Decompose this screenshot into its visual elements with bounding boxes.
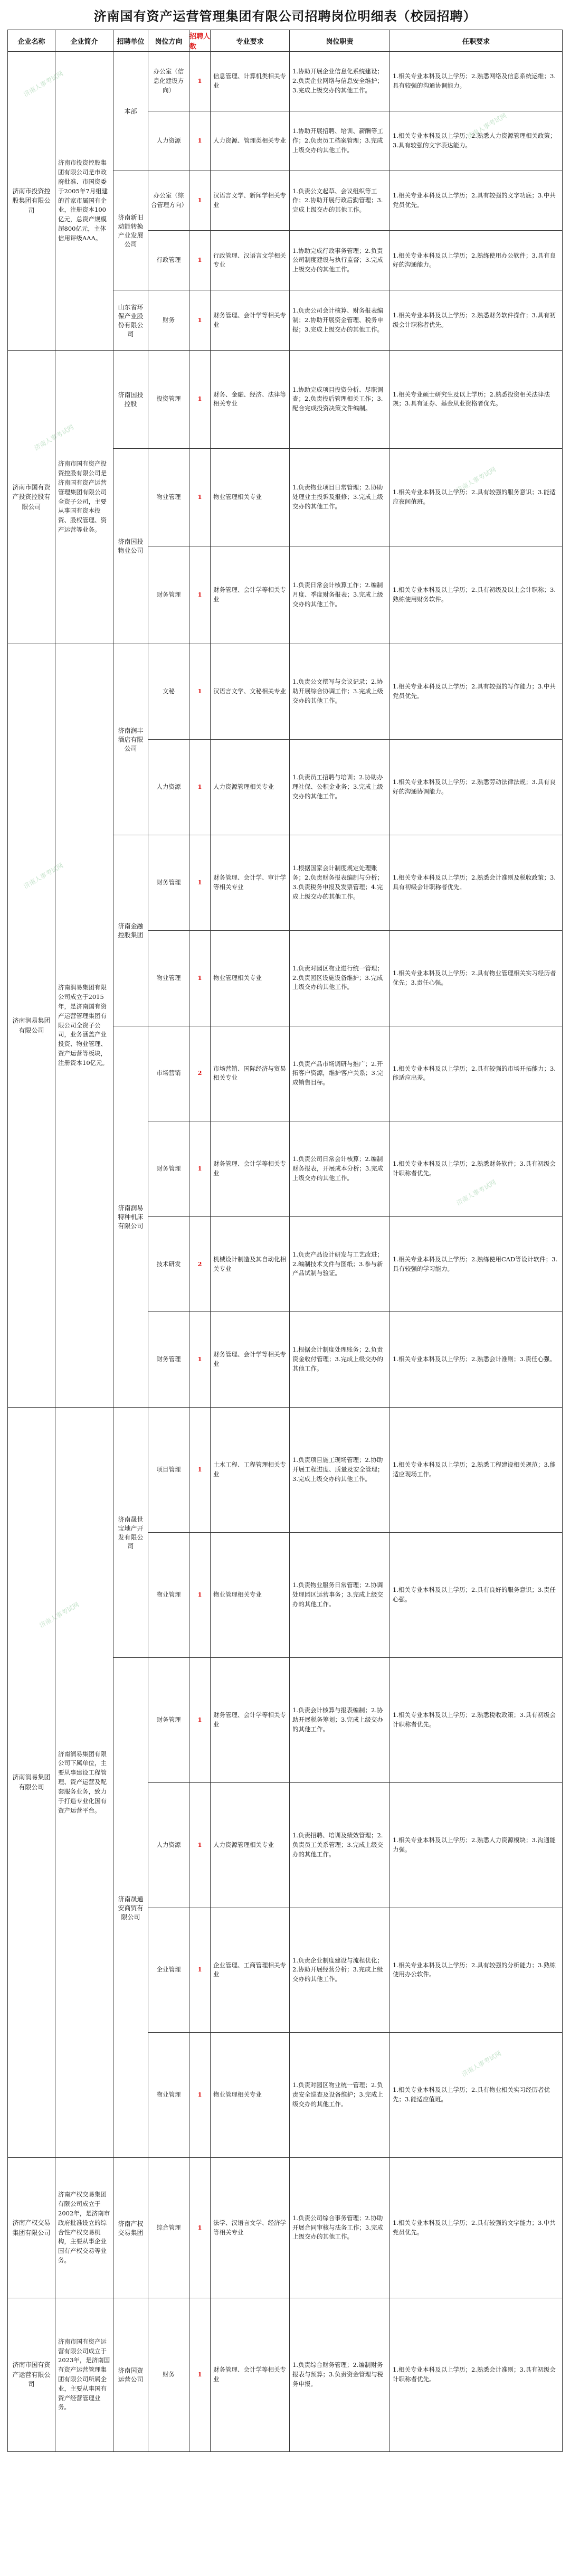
job-duties: 1.负责物业项目日常管理；2.协助处理业主投诉及报修；3.完成上级交办的其他工作。 bbox=[290, 449, 390, 546]
job-requirements: 1.相关专业本科及以上学历；2.具有较强的写作能力；3.中共党员优先。 bbox=[393, 683, 556, 700]
major-requirement: 物业管理相关专业 bbox=[211, 449, 290, 546]
job-duties: 1.负责综合财务管理；2.编制财务报表与预算；3.负责资金管理与税务申报。 bbox=[290, 2298, 390, 2451]
major-requirement: 财务管理、会计学等相关专业 bbox=[211, 1312, 290, 1407]
table-row bbox=[148, 290, 562, 350]
company-intro: 济南产权交易集团有限公司成立于2002年，是济南市政府批准设立的综合性产权交易机构，主要从事企业国有产权交易等业务。 bbox=[55, 2158, 113, 2298]
headcount: 1 bbox=[189, 2298, 211, 2451]
hiring-unit: 济南金融控股集团 bbox=[113, 835, 148, 1026]
job-requirements: 1.相关专业本科及以上学历；2.具有物业相关实习经历者优先；3.能适应值班。 bbox=[393, 2086, 550, 2103]
table-row bbox=[148, 1783, 562, 1908]
table-row bbox=[148, 740, 562, 835]
position-direction: 技术研发 bbox=[148, 1217, 189, 1312]
major-requirement: 财务管理、会计学等相关专业 bbox=[211, 2298, 290, 2451]
headcount: 1 bbox=[189, 1408, 211, 1532]
unit-group bbox=[113, 1408, 562, 2157]
org-row bbox=[7, 2157, 563, 2298]
table-row bbox=[148, 1408, 562, 1533]
job-duties: 1.负责招聘、培训及绩效管理；2.负责员工关系管理；3.完成上级交办的其他工作。 bbox=[290, 1783, 390, 1908]
job-group bbox=[148, 2158, 562, 2298]
watermark-text: 济南人事考试网 bbox=[455, 1178, 498, 1207]
headcount: 1 bbox=[189, 351, 211, 448]
job-duties: 1.负责公司综合事务管理；2.协助开展合同审核与法务工作；3.完成上级交办的其他工作。 bbox=[290, 2158, 390, 2298]
watermark-text: 济南人事考试网 bbox=[22, 861, 65, 890]
org-row bbox=[7, 350, 563, 644]
job-requirements: 1.相关专业本科及以上学历；2.熟悉会计准则及税收政策；3.具有初级会计职称者优先。 bbox=[393, 873, 556, 891]
major-requirement: 物业管理相关专业 bbox=[211, 1533, 290, 1657]
hiring-unit: 本部 bbox=[113, 52, 148, 171]
unit-row bbox=[113, 2158, 562, 2298]
major-requirement: 企业管理、工商管理相关专业 bbox=[211, 1908, 290, 2033]
job-requirements: 1.相关专业本科及以上学历；2.熟练使用CAD等设计软件；3.具有较强的学习能力。 bbox=[393, 1255, 558, 1272]
job-duties: 1.负责日常会计核算工作；2.编制月度、季度财务报表；3.完成上级交办的其他工作。 bbox=[290, 546, 390, 644]
unit-row bbox=[113, 351, 562, 449]
job-duties: 1.根据会计制度处理账务；2.负责资金收付管理；3.完成上级交办的其他工作。 bbox=[290, 1312, 390, 1407]
job-duties: 1.根据国家会计制度规定处理账务；2.负责财务报表编制与分析；3.负责税务申报及发票管理；4.完成上级交办的其他工作。 bbox=[290, 835, 390, 930]
table-row bbox=[148, 644, 562, 740]
table-row bbox=[148, 835, 562, 931]
company-intro: 济南市投资控股集团有限公司是市政府批准、市国资委于2005年7月组建的首家市属国有企业，注册资本100亿元，总资产规模超800亿元，主体信用评级AAA。 bbox=[55, 52, 113, 350]
job-requirements: 1.相关专业本科及以上学历；2.具有物业管理相关实习经历者优先；3.责任心强。 bbox=[393, 969, 556, 986]
position-direction: 人力资源 bbox=[148, 740, 189, 835]
major-requirement: 物业管理相关专业 bbox=[211, 931, 290, 1026]
unit-row bbox=[113, 1026, 562, 1408]
position-direction: 项目管理 bbox=[148, 1408, 189, 1532]
job-requirements: 1.相关专业本科及以上学历；2.具有初级及以上会计职称；3.熟练使用财务软件。 bbox=[393, 586, 556, 603]
job-duties: 1.协助完成项目投资分析、尽职调查；2.负责投后管理相关工作；3.配合完成投资决策文件编制。 bbox=[290, 351, 390, 448]
watermark-text: 济南人事考试网 bbox=[22, 69, 65, 98]
table-row bbox=[148, 231, 562, 290]
hiring-unit: 济南润易特种机床有限公司 bbox=[113, 1026, 148, 1408]
major-requirement: 汉语言文学、新闻学相关专业 bbox=[211, 171, 290, 230]
job-duties: 1.负责产品设计研发与工艺改进；2.编制技术文件与图纸；3.参与新产品试制与验证。 bbox=[290, 1217, 390, 1312]
headcount: 1 bbox=[189, 449, 211, 546]
job-group bbox=[148, 1408, 562, 1657]
job-group bbox=[148, 290, 562, 350]
position-direction: 行政管理 bbox=[148, 231, 189, 290]
job-requirements: 1.相关专业本科及以上学历；2.具有较强的市场开拓能力；3.能适应出差。 bbox=[393, 1064, 556, 1082]
job-requirements: 1.相关专业本科及以上学历；2.熟悉税收政策；3.具有初级会计职称者优先。 bbox=[393, 1711, 556, 1728]
headcount: 1 bbox=[189, 1121, 211, 1216]
position-direction: 财务 bbox=[148, 2298, 189, 2451]
table-row bbox=[148, 111, 562, 171]
position-direction: 财务管理 bbox=[148, 546, 189, 644]
company-intro: 济南润易集团有限公司成立于2015年，是济南国有资产运营管理集团有限公司全资子公司，业务涵盖产业投资、物业管理、资产运营等板块，注册资本10亿元。 bbox=[55, 644, 113, 1407]
unit-row bbox=[113, 52, 562, 171]
header-cell: 专业要求 bbox=[211, 30, 290, 51]
table-row bbox=[148, 2298, 562, 2451]
major-requirement: 财务管理、会计学等相关专业 bbox=[211, 290, 290, 350]
table-row bbox=[148, 171, 562, 231]
major-requirement: 人力资源管理相关专业 bbox=[211, 740, 290, 835]
job-requirements: 1.相关专业本科及以上学历；2.熟悉会计准则；3.责任心强。 bbox=[393, 1355, 556, 1363]
job-requirements: 1.相关专业本科及以上学历；2.熟练使用办公软件；3.具有良好的沟通能力。 bbox=[393, 251, 556, 269]
job-requirements: 1.相关专业本科及以上学历；2.熟悉会计准则；3.具有初级会计职称者优先。 bbox=[393, 2366, 556, 2383]
headcount: 1 bbox=[189, 644, 211, 739]
position-direction: 物业管理 bbox=[148, 1533, 189, 1657]
headcount: 1 bbox=[189, 931, 211, 1026]
job-requirements: 1.相关专业本科及以上学历；2.具有较强的文字能力；3.中共党员优先。 bbox=[393, 2219, 556, 2236]
headcount: 1 bbox=[189, 740, 211, 835]
unit-group bbox=[113, 644, 562, 1407]
job-requirements: 1.相关专业本科及以上学历；2.熟悉财务软件操作；3.具有初级会计职称者优先。 bbox=[393, 311, 556, 328]
headcount: 1 bbox=[189, 111, 211, 171]
position-direction: 办公室（信息化建设方向） bbox=[148, 52, 189, 111]
headcount: 1 bbox=[189, 2033, 211, 2157]
major-requirement: 市场营销、国际经济与贸易相关专业 bbox=[211, 1026, 290, 1121]
headcount: 1 bbox=[189, 1783, 211, 1908]
position-direction: 企业管理 bbox=[148, 1908, 189, 2033]
org-row bbox=[7, 2298, 563, 2452]
hiring-unit: 济南晟世宝地产开发有限公司 bbox=[113, 1408, 148, 1657]
table-row bbox=[148, 351, 562, 448]
table-row bbox=[148, 1217, 562, 1313]
org-row bbox=[7, 1407, 563, 2157]
job-group bbox=[148, 2298, 562, 2451]
headcount: 1 bbox=[189, 835, 211, 930]
unit-group bbox=[113, 2158, 562, 2298]
headcount: 1 bbox=[189, 1908, 211, 2033]
hiring-unit: 济南国投物业公司 bbox=[113, 449, 148, 644]
position-direction: 投资管理 bbox=[148, 351, 189, 448]
hiring-unit: 济南新旧动能转换产业发展公司 bbox=[113, 171, 148, 290]
job-duties: 1.协助开展企业信息化系统建设；2.负责企业网络与信息安全维护；3.完成上级交办的其他工作。 bbox=[290, 52, 390, 111]
position-direction: 人力资源 bbox=[148, 111, 189, 171]
headcount: 1 bbox=[189, 231, 211, 290]
major-requirement: 土木工程、工程管理相关专业 bbox=[211, 1408, 290, 1532]
hiring-unit: 济南润丰酒店有限公司 bbox=[113, 644, 148, 835]
company-name: 济南市国有资产运营有限公司 bbox=[8, 2298, 55, 2451]
job-requirements: 1.相关专业硕士研究生及以上学历；2.熟悉投资相关法律法规；3.具有证券、基金从业资格者优先。 bbox=[393, 390, 550, 408]
job-duties: 1.负责对园区物业进行统一管理；2.负责园区设施设备维护；3.完成上级交办的其他工作。 bbox=[290, 931, 390, 1026]
job-requirements: 1.相关专业本科及以上学历；2.熟悉网络及信息系统运维；3.具有较强的沟通协调能力。 bbox=[393, 72, 556, 90]
job-group bbox=[148, 1658, 562, 2157]
job-requirements: 1.相关专业本科及以上学历；2.具有较强的服务意识；3.能适应夜间值班。 bbox=[393, 488, 556, 505]
job-group bbox=[148, 644, 562, 835]
job-requirements: 1.相关专业本科及以上学历；2.具有较强的分析能力；3.熟练使用办公软件。 bbox=[393, 1961, 556, 1978]
hiring-unit: 济南国资运营公司 bbox=[113, 2298, 148, 2451]
unit-row bbox=[113, 290, 562, 350]
position-direction: 综合管理 bbox=[148, 2158, 189, 2298]
major-requirement: 人力资源、管理类相关专业 bbox=[211, 111, 290, 171]
major-requirement: 财务管理、会计学等相关专业 bbox=[211, 1121, 290, 1216]
unit-group bbox=[113, 52, 562, 350]
company-intro: 济南市国有资产投资控股有限公司是济南国有资产运营管理集团有限公司全资子公司，主要从事国有资本投资、股权管理、资产运营等业务。 bbox=[55, 351, 113, 644]
job-duties: 1.协助完成行政事务管理；2.负责公司制度建设与执行监督；3.完成上级交办的其他工作。 bbox=[290, 231, 390, 290]
table-header bbox=[7, 30, 563, 51]
position-direction: 文秘 bbox=[148, 644, 189, 739]
headcount: 1 bbox=[189, 1533, 211, 1657]
hiring-unit: 山东省环保产业股份有限公司 bbox=[113, 290, 148, 350]
watermark-text: 济南人事考试网 bbox=[466, 111, 508, 140]
company-name: 济南润易集团有限公司 bbox=[8, 1408, 55, 2157]
headcount: 1 bbox=[189, 1658, 211, 1782]
org-row bbox=[7, 51, 563, 350]
job-requirements: 1.相关专业本科及以上学历；2.具有较强的文字功底；3.中共党员优先。 bbox=[393, 192, 556, 209]
unit-group bbox=[113, 2298, 562, 2451]
header-cell: 企业名称 bbox=[8, 30, 55, 51]
unit-row bbox=[113, 449, 562, 644]
header-cell: 招聘人数 bbox=[189, 30, 211, 51]
headcount: 2 bbox=[189, 1026, 211, 1121]
major-requirement: 财务管理、会计学等相关专业 bbox=[211, 546, 290, 644]
major-requirement: 汉语言文学、文秘相关专业 bbox=[211, 644, 290, 739]
header-cell: 企业简介 bbox=[55, 30, 113, 51]
header-cell: 岗位职责 bbox=[290, 30, 390, 51]
table-row bbox=[148, 1658, 562, 1783]
unit-group bbox=[113, 351, 562, 644]
watermark-text: 济南人事考试网 bbox=[460, 2049, 503, 2078]
company-intro: 济南润易集团有限公司下属单位，主要从事建设工程管理、资产运营及配套服务业务，致力于打造专业化国有资产运营平台。 bbox=[55, 1408, 113, 2157]
major-requirement: 法学、汉语言文学、经济学等相关专业 bbox=[211, 2158, 290, 2298]
table-body bbox=[7, 51, 563, 2452]
job-duties: 1.负责公文起草、会议组织等工作；2.协助开展行政后勤管理；3.完成上级交办的其他工作。 bbox=[290, 171, 390, 230]
job-requirements: 1.相关专业本科及以上学历；2.熟悉财务软件；3.具有初级会计职称者优先。 bbox=[393, 1160, 556, 1177]
job-group bbox=[148, 351, 562, 448]
position-direction: 办公室（综合管理方向） bbox=[148, 171, 189, 230]
table-row bbox=[148, 1121, 562, 1217]
job-group bbox=[148, 449, 562, 644]
unit-row bbox=[113, 644, 562, 835]
table-row bbox=[148, 1533, 562, 1657]
company-name: 济南市国有资产投资控股有限公司 bbox=[8, 351, 55, 644]
job-duties: 1.负责项目施工现场管理；2.协助开展工程进度、质量及安全管理；3.完成上级交办的其他工作。 bbox=[290, 1408, 390, 1532]
position-direction: 财务管理 bbox=[148, 835, 189, 930]
watermark-text: 济南人事考试网 bbox=[38, 1600, 81, 1629]
table-row bbox=[148, 1312, 562, 1407]
company-name: 济南市投资控股集团有限公司 bbox=[8, 52, 55, 350]
position-direction: 市场营销 bbox=[148, 1026, 189, 1121]
table-row bbox=[148, 1908, 562, 2033]
unit-row bbox=[113, 2298, 562, 2451]
header-cell: 任职要求 bbox=[462, 37, 490, 46]
job-group bbox=[148, 1026, 562, 1408]
headcount: 1 bbox=[189, 52, 211, 111]
headcount: 1 bbox=[189, 171, 211, 230]
major-requirement: 行政管理、汉语言文学相关专业 bbox=[211, 231, 290, 290]
headcount: 1 bbox=[189, 2158, 211, 2298]
position-direction: 人力资源 bbox=[148, 1783, 189, 1908]
hiring-unit: 济南国投控股 bbox=[113, 351, 148, 448]
job-duties: 1.负责公文撰写与会议记录；2.协助开展综合协调工作；3.完成上级交办的其他工作。 bbox=[290, 644, 390, 739]
unit-row bbox=[113, 1658, 562, 2157]
position-direction: 财务管理 bbox=[148, 1121, 189, 1216]
headcount: 1 bbox=[189, 290, 211, 350]
unit-row bbox=[113, 1408, 562, 1658]
table-row bbox=[148, 2033, 562, 2157]
job-requirements: 1.相关专业本科及以上学历；2.熟悉人力资源模块；3.沟通能力强。 bbox=[393, 1836, 556, 1853]
major-requirement: 机械设计制造及其自动化相关专业 bbox=[211, 1217, 290, 1312]
company-intro: 济南市国有资产运营有限公司成立于2023年，是济南国有资产运营管理集团有限公司所属企业，主要从事国有资产经营管理业务。 bbox=[55, 2298, 113, 2451]
position-direction: 财务 bbox=[148, 290, 189, 350]
job-group bbox=[148, 835, 562, 1026]
watermark-text: 济南人事考试网 bbox=[33, 423, 75, 452]
job-duties: 1.负责产品市场调研与推广；2.开拓客户资源，维护客户关系；3.完成销售目标。 bbox=[290, 1026, 390, 1121]
table-row bbox=[148, 546, 562, 644]
header-cell: 招聘单位 bbox=[113, 30, 148, 51]
headcount: 2 bbox=[189, 1217, 211, 1312]
position-direction: 物业管理 bbox=[148, 2033, 189, 2157]
job-duties: 1.负责会计核算与报表编制；2.协助开展税务筹划；3.完成上级交办的其他工作。 bbox=[290, 1658, 390, 1782]
job-requirements: 1.相关专业本科及以上学历；2.熟悉劳动法律法规；3.具有良好的沟通协调能力。 bbox=[393, 778, 556, 795]
hiring-unit: 济南晟通安商贸有限公司 bbox=[113, 1658, 148, 2157]
job-group bbox=[148, 52, 562, 171]
company-name: 济南产权交易集团有限公司 bbox=[8, 2158, 55, 2298]
job-duties: 1.负责公司会计核算、财务报表编制；2.协助开展资金管理、税务申报；3.完成上级交办的其他工作。 bbox=[290, 290, 390, 350]
unit-row bbox=[113, 171, 562, 290]
major-requirement: 人力资源管理相关专业 bbox=[211, 1783, 290, 1908]
major-requirement: 物业管理相关专业 bbox=[211, 2033, 290, 2157]
job-requirements: 1.相关专业本科及以上学历；2.熟悉人力资源管理相关政策；3.具有较强的文字表达能力。 bbox=[393, 132, 556, 149]
position-direction: 物业管理 bbox=[148, 449, 189, 546]
job-duties: 1.协助开展招聘、培训、薪酬等工作；2.负责员工档案管理；3.完成上级交办的其他工作。 bbox=[290, 111, 390, 171]
table-row bbox=[148, 931, 562, 1026]
unit-row bbox=[113, 835, 562, 1026]
position-direction: 物业管理 bbox=[148, 931, 189, 1026]
major-requirement: 财务、金融、经济、法律等相关专业 bbox=[211, 351, 290, 448]
major-requirement: 信息管理、计算机类相关专业 bbox=[211, 52, 290, 111]
position-direction: 财务管理 bbox=[148, 1312, 189, 1407]
job-duties: 1.负责公司日常会计核算；2.编制财务报表，开展成本分析；3.完成上级交办的其他工作。 bbox=[290, 1121, 390, 1216]
table-row bbox=[148, 2158, 562, 2298]
major-requirement: 财务管理、会计学等相关专业 bbox=[211, 1658, 290, 1782]
job-duties: 1.负责物业服务日常管理；2.协调处理园区运营事务；3.完成上级交办的其他工作。 bbox=[290, 1533, 390, 1657]
headcount: 1 bbox=[189, 1312, 211, 1407]
job-group bbox=[148, 171, 562, 290]
header-cell: 岗位方向 bbox=[148, 30, 189, 51]
job-requirements: 1.相关专业本科及以上学历；2.具有良好的服务意识；3.责任心强。 bbox=[393, 1586, 556, 1603]
table-row bbox=[148, 449, 562, 546]
job-duties: 1.负责企业制度建设与流程优化；2.协助开展经营分析；3.完成上级交办的其他工作。 bbox=[290, 1908, 390, 2033]
watermark-text: 济南人事考试网 bbox=[455, 465, 498, 494]
headcount: 1 bbox=[189, 546, 211, 644]
major-requirement: 财务管理、会计学、审计学等相关专业 bbox=[211, 835, 290, 930]
job-duties: 1.负责对园区物业统一管理；2.负责安全巡查及设备维护；3.完成上级交办的其他工作。 bbox=[290, 2033, 390, 2157]
page-title: 济南国有资产运营管理集团有限公司招聘岗位明细表（校园招聘） bbox=[93, 8, 477, 24]
position-direction: 财务管理 bbox=[148, 1658, 189, 1782]
job-duties: 1.负责员工招聘与培训；2.协助办理社保、公积金业务；3.完成上级交办的其他工作。 bbox=[290, 740, 390, 835]
hiring-unit: 济南产权交易集团 bbox=[113, 2158, 148, 2298]
org-row bbox=[7, 644, 563, 1407]
table-row bbox=[148, 52, 562, 111]
job-requirements: 1.相关专业本科及以上学历；2.熟悉工程建设相关规范；3.能适应现场工作。 bbox=[393, 1461, 556, 1478]
company-name: 济南润易集团有限公司 bbox=[8, 644, 55, 1407]
table-row bbox=[148, 1026, 562, 1122]
